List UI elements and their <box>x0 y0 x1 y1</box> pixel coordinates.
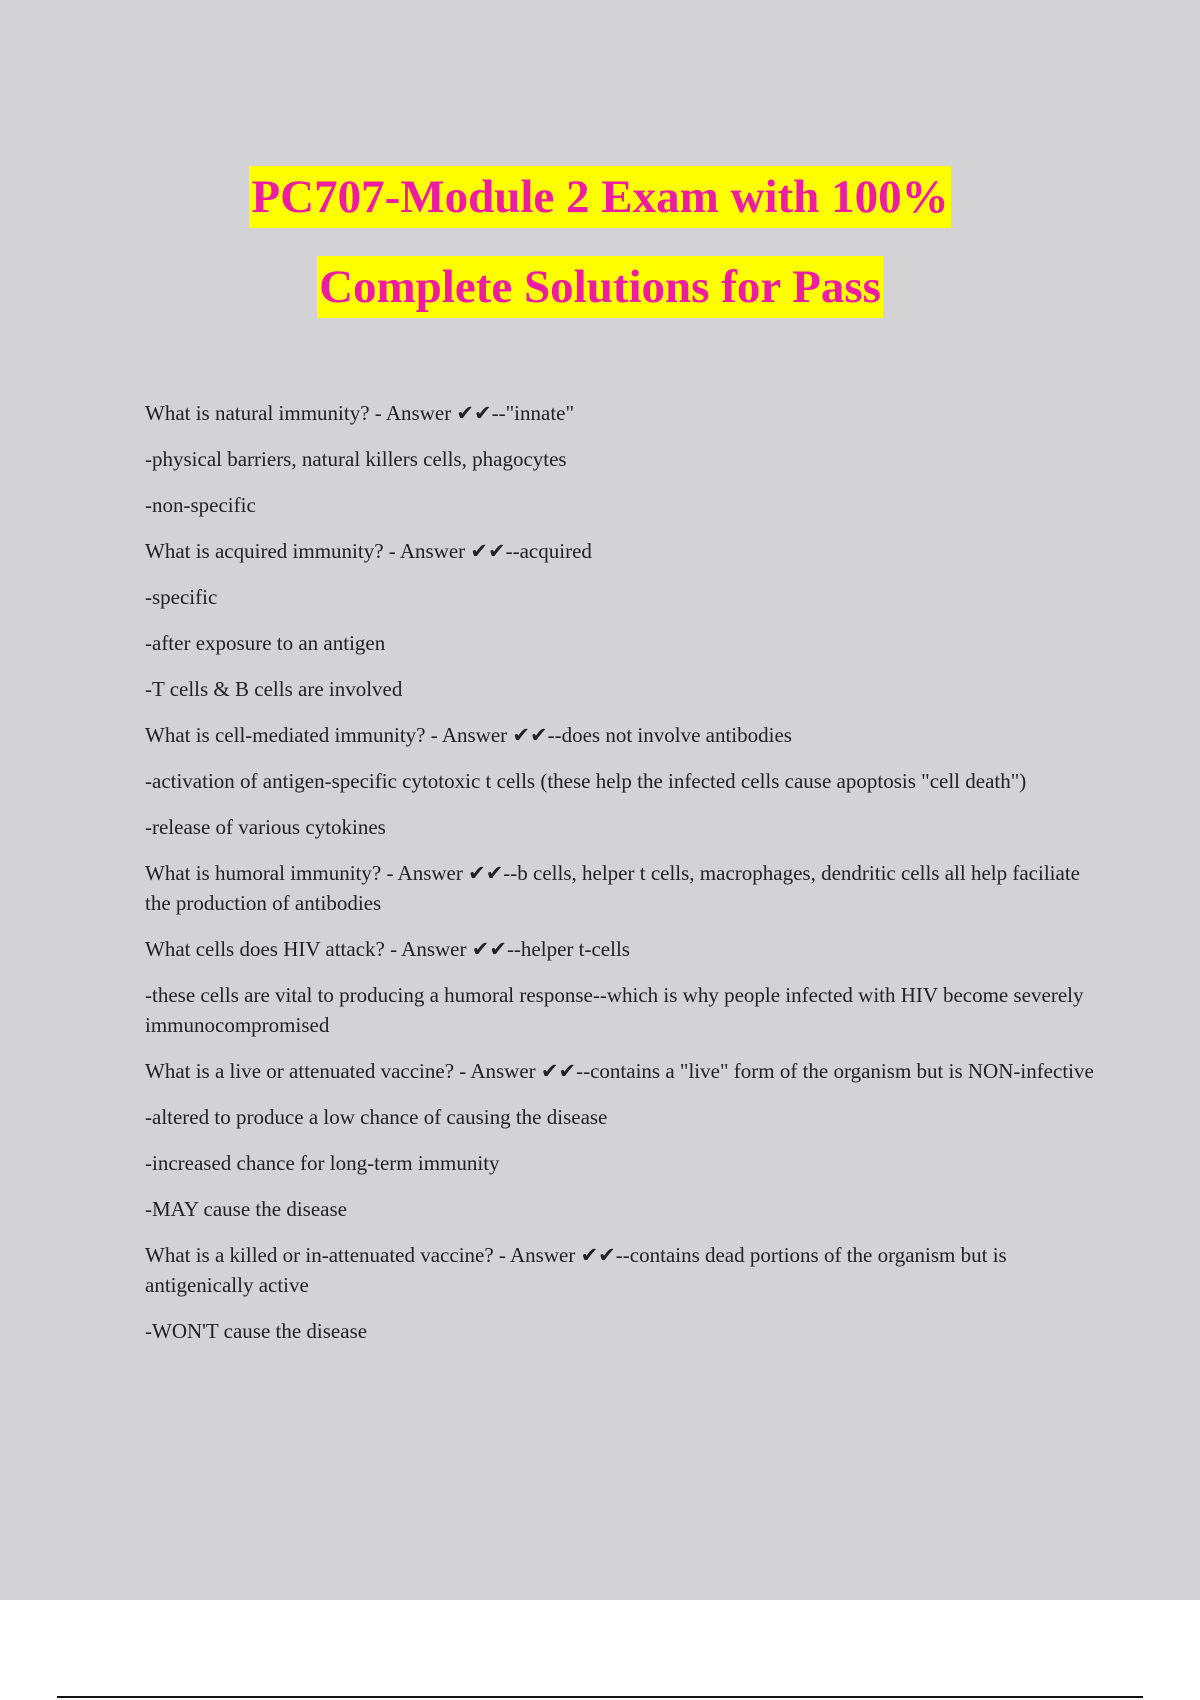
document-body <box>145 398 1095 1362</box>
question-hiv-attack: What cells does HIV attack? - Answer ✔✔--helper t-cells <box>145 937 630 961</box>
title-line-2 <box>0 256 1200 346</box>
answer-line: -physical barriers, natural killers cells, phagocytes <box>145 447 567 471</box>
answer-line: -activation of antigen-specific cytotoxic t cells (these help the infected cells cause apoptosis "cell death") <box>145 769 1027 793</box>
answer-line: -T cells & B cells are involved <box>145 677 403 701</box>
title-text-line-2: Complete Solutions for Pass <box>317 256 883 318</box>
answer-line: -increased chance for long-term immunity <box>145 1151 500 1175</box>
question-live-vaccine: What is a live or attenuated vaccine? - Answer ✔✔--contains a "live" form of the organism but is NON-infective <box>145 1059 1094 1083</box>
title-line-1 <box>0 166 1200 256</box>
answer-line: -these cells are vital to producing a humoral response--which is why people infected with HIV become severely immunocompromised <box>145 983 1084 1037</box>
question-killed-vaccine: What is a killed or in-attenuated vaccine? - Answer ✔✔--contains dead portions of the organism but is antigenically active <box>145 1243 1007 1297</box>
footer-divider <box>57 1696 1143 1698</box>
question-humoral-immunity: What is humoral immunity? - Answer ✔✔--b cells, helper t cells, macrophages, dendritic cells all help faciliate the production of antibodies <box>145 861 1080 915</box>
answer-line: -MAY cause the disease <box>145 1197 347 1221</box>
answer-line: -WON'T cause the disease <box>145 1319 368 1343</box>
answer-line: -release of various cytokines <box>145 815 386 839</box>
title-text-line-1: PC707-Module 2 Exam with 100% <box>249 166 950 228</box>
document-title <box>0 166 1200 346</box>
answer-line: -non-specific <box>145 493 256 517</box>
question-cell-mediated-immunity: What is cell-mediated immunity? - Answer ✔✔--does not involve antibodies <box>145 723 792 747</box>
answer-line: -altered to produce a low chance of causing the disease <box>145 1105 608 1129</box>
question-acquired-immunity: What is acquired immunity? - Answer ✔✔--acquired <box>145 539 592 563</box>
question-natural-immunity: What is natural immunity? - Answer ✔✔--"innate" <box>145 401 575 425</box>
answer-line: -specific <box>145 585 218 609</box>
answer-line: -after exposure to an antigen <box>145 631 386 655</box>
